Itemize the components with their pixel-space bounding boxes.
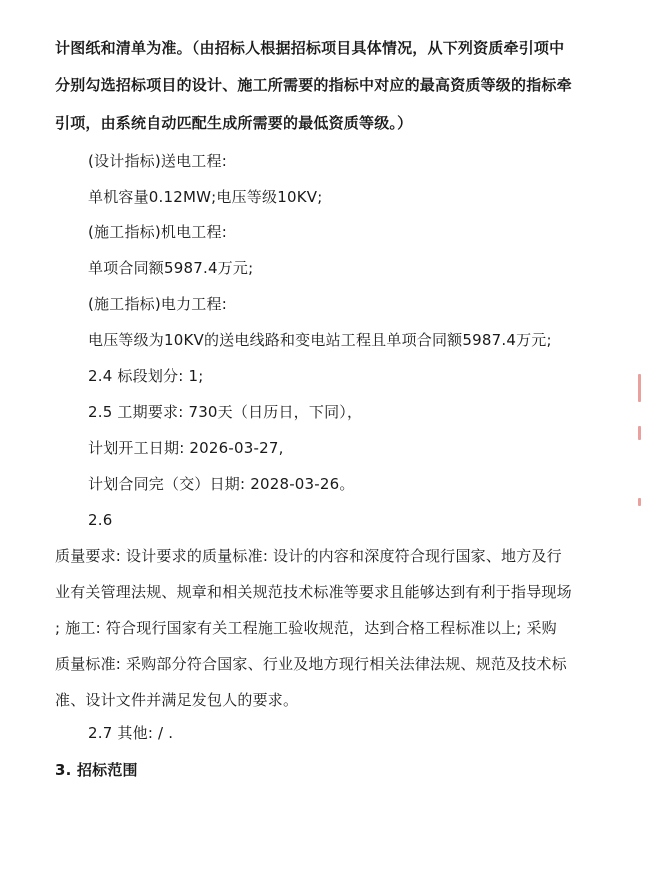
quality-text-line-2: 业有关管理法规、规章和相关规范技术标准等要求且能够达到有利于指导现场	[55, 583, 572, 601]
planned-completion-date: 计划合同完（交）日期: 2028-03-26。	[88, 475, 355, 493]
stamp-mark-edge	[638, 374, 641, 402]
construction-requirement-2: 电压等级为10KV的送电线路和变电站工程且单项合同额5987.4万元;	[88, 331, 552, 349]
quality-text-line-5: 准、设计文件并满足发包人的要求。	[55, 691, 299, 709]
construction-requirement-1: 单项合同额5987.4万元;	[88, 259, 254, 277]
quality-text-line-4: 质量标准: 采购部分符合国家、行业及地方现行相关法律法规、规范及技术标	[55, 655, 567, 673]
stamp-mark-edge	[638, 426, 641, 440]
design-indicator: (设计指标)送电工程:	[88, 152, 227, 170]
stamp-mark-edge	[638, 498, 641, 506]
duration-requirement: 2.5 工期要求: 730天（日历日，下同），	[88, 403, 363, 421]
planned-start-date: 计划开工日期: 2026-03-27,	[88, 439, 284, 457]
construction-indicator-1: (施工指标)机电工程:	[88, 223, 227, 241]
design-requirement: 单机容量0.12MW;电压等级10KV;	[88, 188, 323, 206]
intro-line-3: 引项，由系统自动匹配生成所需要的最低资质等级。）	[55, 114, 413, 132]
section-division: 2.4 标段划分: 1;	[88, 367, 204, 385]
other-requirements: 2.7 其他: / .	[88, 724, 174, 742]
quality-text-line-1: 质量要求: 设计要求的质量标准: 设计的内容和深度符合现行国家、地方及行	[55, 547, 562, 565]
quality-section-number: 2.6	[88, 511, 113, 529]
intro-line-2: 分别勾选招标项目的设计、施工所需要的指标中对应的最高资质等级的指标牵	[55, 76, 572, 94]
quality-text-line-3: ; 施工: 符合现行国家有关工程施工验收规范，达到合格工程标准以上; 采购	[55, 619, 557, 637]
construction-indicator-2: (施工指标)电力工程:	[88, 295, 227, 313]
intro-line-1: 计图纸和清单为准。（由招标人根据招标项目具体情况，从下列资质牵引项中	[55, 39, 565, 57]
scope-heading: 3. 招标范围	[55, 761, 138, 779]
